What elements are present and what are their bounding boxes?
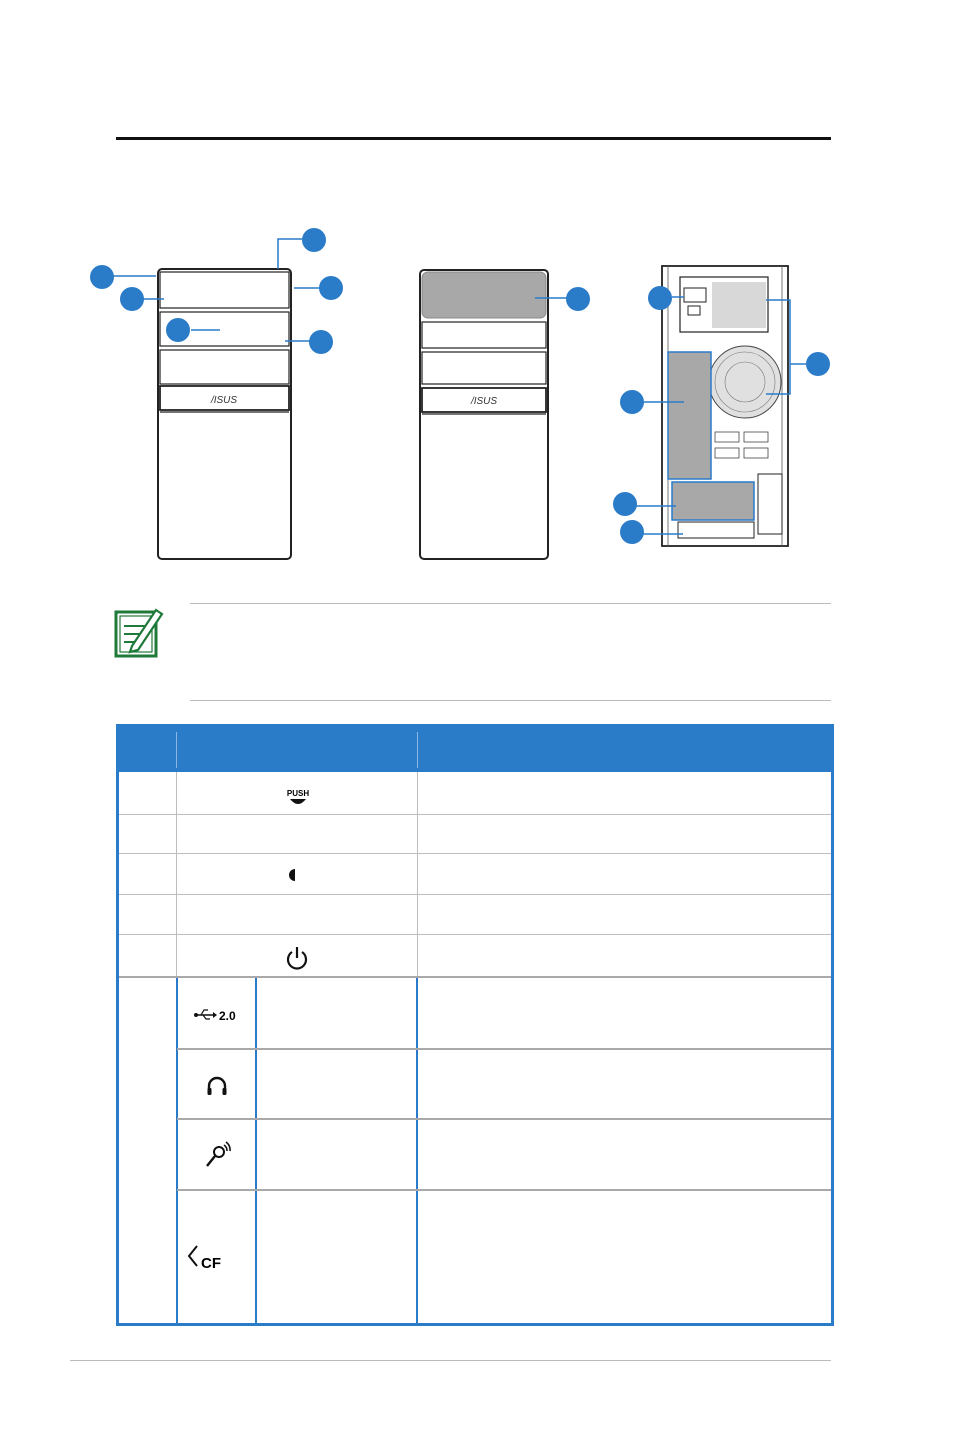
callout-badge bbox=[613, 492, 637, 516]
callout-badge bbox=[166, 318, 190, 342]
microphone-icon bbox=[203, 1141, 231, 1171]
spec-table bbox=[116, 724, 834, 1326]
row-divider bbox=[119, 814, 831, 815]
note-rule-top bbox=[190, 603, 831, 604]
cf-card-icon bbox=[187, 1242, 227, 1272]
asus-logo-front-closed: /ISUS bbox=[470, 396, 498, 407]
callout-badge bbox=[648, 286, 672, 310]
row-divider bbox=[119, 934, 831, 935]
callout-badge bbox=[319, 276, 343, 300]
chassis-figure bbox=[80, 222, 860, 582]
row-divider bbox=[119, 976, 831, 978]
subrow-divider bbox=[177, 1118, 831, 1120]
subrow-divider bbox=[177, 1189, 831, 1191]
svg-text:PUSH: PUSH bbox=[286, 789, 310, 798]
svg-text:2.0: 2.0 bbox=[219, 1009, 236, 1023]
eject-push-icon bbox=[286, 787, 310, 811]
front-view-closed bbox=[420, 270, 590, 559]
bottom-rule bbox=[70, 1360, 831, 1361]
top-rule bbox=[116, 137, 831, 140]
row-divider bbox=[119, 894, 831, 895]
note-rule-bottom bbox=[190, 700, 831, 701]
subrow-divider bbox=[177, 1048, 831, 1050]
front-view-open bbox=[158, 269, 291, 559]
callout-badge bbox=[806, 352, 830, 376]
power-icon bbox=[285, 945, 309, 971]
rear-view bbox=[613, 266, 830, 546]
headphone-icon bbox=[205, 1074, 229, 1098]
callout-badge bbox=[620, 390, 644, 414]
indicator-led-icon bbox=[287, 867, 299, 883]
note-icon bbox=[112, 602, 166, 660]
col-divider-blue bbox=[255, 978, 257, 1326]
col-divider-blue bbox=[416, 978, 418, 1326]
callout-badge bbox=[302, 228, 326, 252]
asus-logo-front: /ISUS bbox=[210, 395, 238, 406]
callout-badge bbox=[566, 287, 590, 311]
svg-text:CF: CF bbox=[201, 1255, 221, 1272]
col-divider-blue bbox=[176, 978, 178, 1326]
callout-badge bbox=[309, 330, 333, 354]
callout-badge bbox=[90, 265, 114, 289]
spec-table-header bbox=[119, 727, 831, 772]
row-divider bbox=[119, 853, 831, 854]
callout-badge bbox=[120, 287, 144, 311]
usb-icon bbox=[193, 1005, 241, 1025]
callout-badge bbox=[620, 520, 644, 544]
